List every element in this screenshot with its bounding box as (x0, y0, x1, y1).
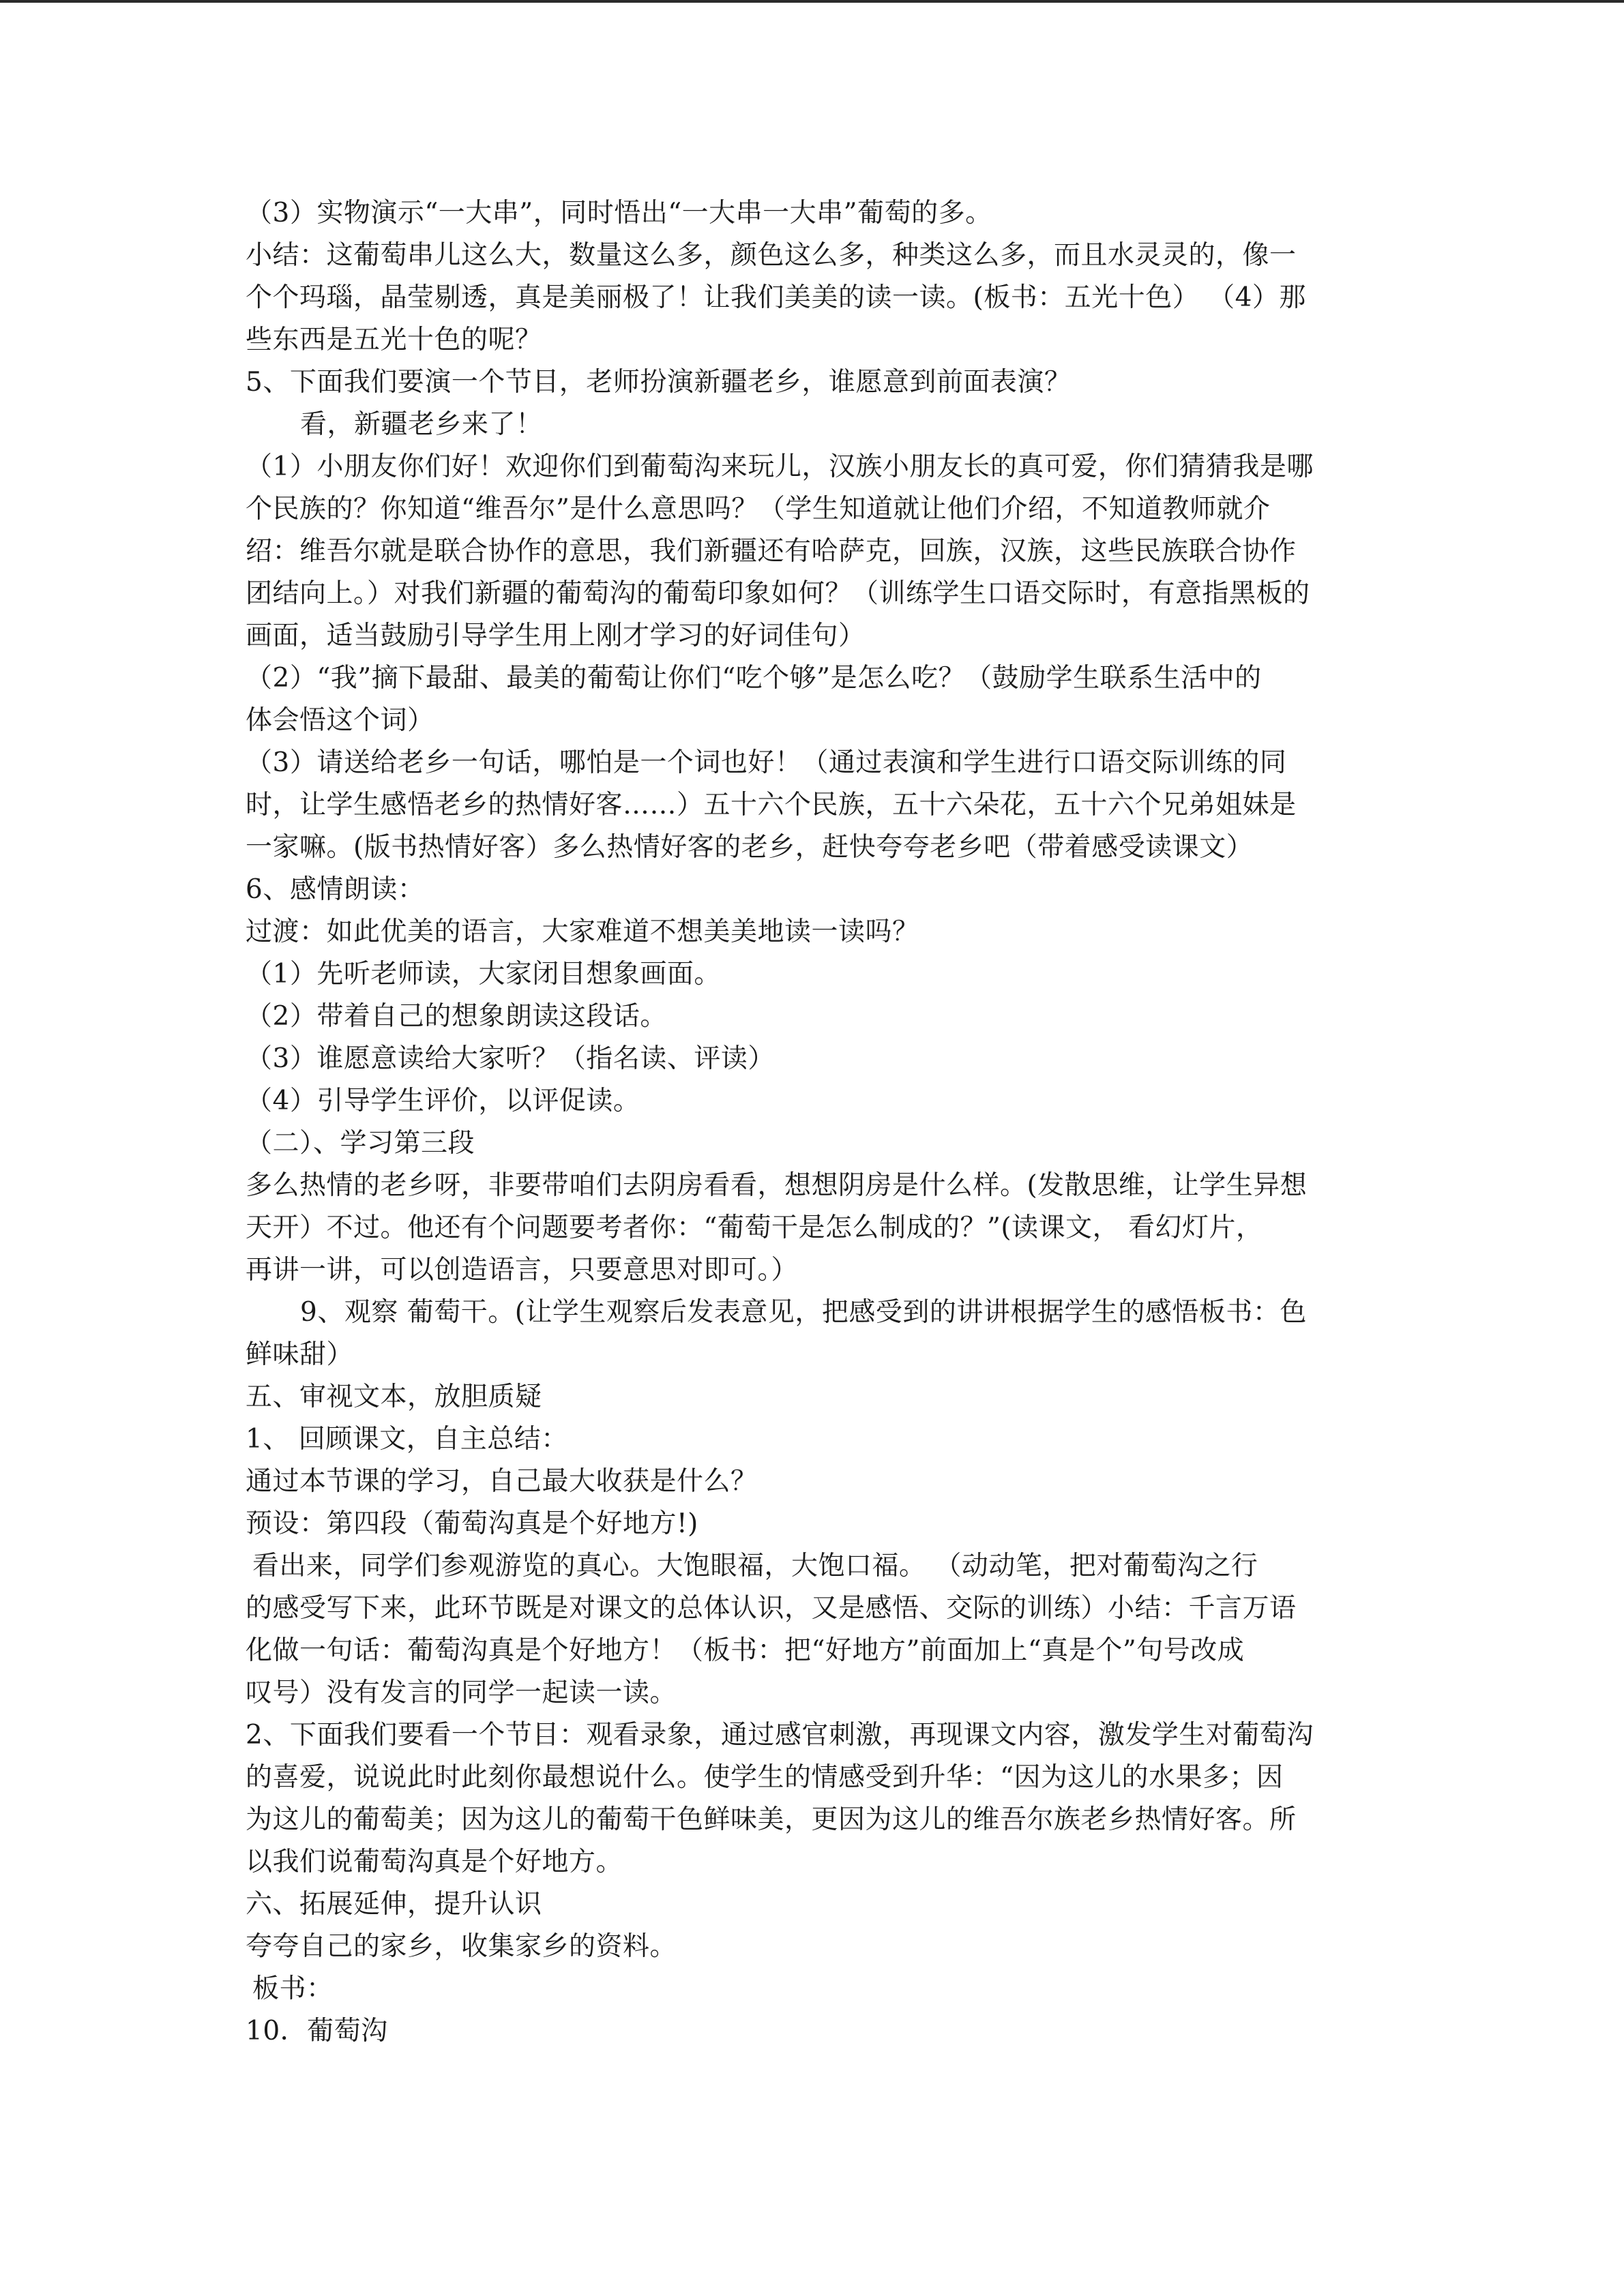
text-line: 板书： (252, 1973, 334, 2004)
text-line: 看出来，同学们参观游览的真心。大饱眼福，大饱口福。 （动动笔，把对葡萄沟之行 (252, 1551, 1258, 1581)
text-line: 些东西是五光十色的呢？ (246, 325, 542, 355)
text-line: 的喜爱，说说此时此刻你最想说什么。使学生的情感受到升华：“因为这儿的水果多；因 (246, 1762, 1284, 1793)
text-line: 化做一句话：葡萄沟真是个好地方！（板书：把“好地方”前面加上“真是个”句号改成 (246, 1635, 1245, 1666)
text-line: 2、下面我们要看一个节目：观看录象，通过感官刺激，再现课文内容，激发学生对葡萄沟 (246, 1720, 1314, 1750)
text-line: （2）“我”摘下最甜、最美的葡萄让你们“吃个够”是怎么吃？（鼓励学生联系生活中的 (246, 663, 1262, 694)
text-line: 再讲一讲，可以创造语言，只要意思对即可。） (246, 1255, 799, 1285)
text-line: （2）带着自己的想象朗读这段话。 (246, 1001, 667, 1032)
section-heading: （二）、学习第三段 (246, 1128, 475, 1159)
text-line: 预设：第四段（葡萄沟真是个好地方!) (246, 1508, 698, 1539)
text-line: 叹号）没有发言的同学一起读一读。 (246, 1678, 677, 1708)
text-line: 看，新疆老乡来了！ (300, 409, 543, 440)
text-line: 1、 回顾课文，自主总结： (246, 1424, 568, 1455)
text-line: 夸夸自己的家乡，收集家乡的资料。 (246, 1931, 677, 1962)
text-line: （3）请送给老乡一句话，哪怕是一个词也好！（通过表演和学生进行口语交际训练的同 (246, 747, 1287, 778)
text-line: 小结：这葡萄串儿这么大，数量这么多，颜色这么多，种类这么多，而且水灵灵的，像一 (246, 240, 1297, 271)
text-line: 鲜味甜） (246, 1339, 354, 1370)
text-line: 的感受写下来，此环节既是对课文的总体认识，又是感悟、交际的训练）小结：千言万语 (246, 1593, 1297, 1624)
text-line: 以我们说葡萄沟真是个好地方。 (246, 1847, 623, 1877)
text-line: 6、感情朗读： (246, 874, 425, 905)
text-line: 一家嘛。(版书热情好客）多么热情好客的老乡，赶快夸夸老乡吧（带着感受读课文） (246, 832, 1254, 863)
text-line: 为这儿的葡萄美；因为这儿的葡萄干色鲜味美，更因为这儿的维吾尔族老乡热情好客。所 (246, 1804, 1297, 1835)
text-line: 个民族的？你知道“维吾尔”是什么意思吗？（学生知道就让他们介绍，不知道教师就介 (246, 494, 1271, 524)
text-line: 10．葡萄沟 (246, 2016, 388, 2046)
text-line: 画面，适当鼓励引导学生用上刚才学习的好词佳句） (246, 621, 866, 651)
section-heading: 五、审视文本，放胆质疑 (246, 1382, 542, 1412)
text-line: （3）实物演示“一大串”，同时悟出“一大串一大串”葡萄的多。 (246, 198, 992, 228)
text-line: （1）先听老师读，大家闭目想象画面。 (246, 959, 721, 989)
text-line: 体会悟这个词） (246, 705, 434, 736)
text-line: 时，让学生感悟老乡的热情好客……）五十六个民族，五十六朵花，五十六个兄弟姐妹是 (246, 790, 1297, 820)
section-heading: 六、拓展延伸，提升认识 (246, 1889, 542, 1920)
text-line: 过渡：如此优美的语言，大家难道不想美美地读一读吗？ (246, 916, 919, 947)
page-top-border (0, 0, 1624, 3)
document-page (246, 192, 1381, 2053)
text-line: 多么热情的老乡呀，非要带咱们去阴房看看，想想阴房是什么样。(发散思维，让学生异想 (246, 1170, 1308, 1201)
text-line: （1）小朋友你们好！欢迎你们到葡萄沟来玩儿，汉族小朋友长的真可爱，你们猜猜我是哪 (246, 451, 1314, 482)
text-line: 5、下面我们要演一个节目，老师扮演新疆老乡，谁愿意到前面表演？ (246, 367, 1072, 398)
text-line: 团结向上。）对我们新疆的葡萄沟的葡萄印象如何？（训练学生口语交际时，有意指黑板的 (246, 578, 1310, 609)
text-line: 通过本节课的学习，自己最大收获是什么？ (246, 1466, 758, 1497)
text-line: 9、观察 葡萄干。(让学生观察后发表意见，把感受到的讲讲根据学生的感悟板书：色 (300, 1297, 1307, 1328)
text-line: （4）引导学生评价，以评促读。 (246, 1086, 640, 1116)
text-line: （3）谁愿意读给大家听？（指名读、评读） (246, 1043, 775, 1074)
text-line: 天开）不过。他还有个问题要考者你：“葡萄干是怎么制成的？”(读课文， 看幻灯片， (246, 1212, 1263, 1243)
text-line: 个个玛瑙，晶莹剔透，真是美丽极了！让我们美美的读一读。(板书：五光十色） （4）那 (246, 282, 1306, 313)
text-line: 绍：维吾尔就是联合协作的意思，我们新疆还有哈萨克，回族，汉族，这些民族联合协作 (246, 536, 1297, 567)
